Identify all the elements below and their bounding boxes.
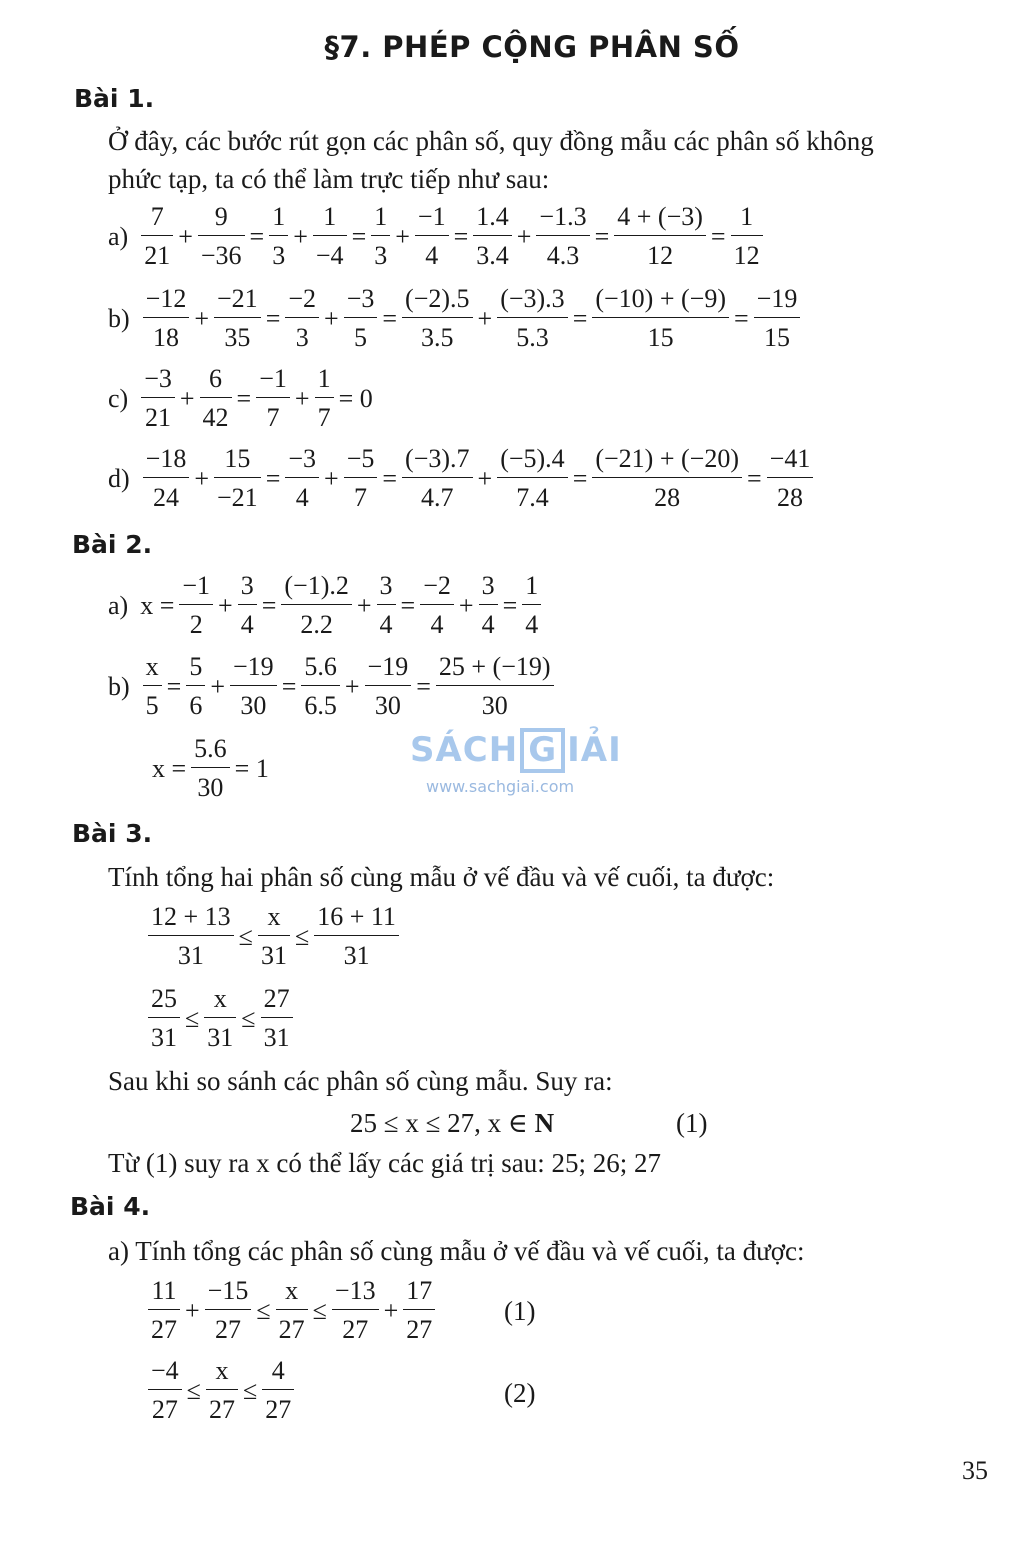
fraction-denominator: 3.4 [476,241,509,270]
fraction-numerator: x [213,984,227,1013]
fraction-denominator: 6 [189,691,203,720]
fraction [536,204,589,269]
fraction [731,204,763,269]
fraction-denominator: 31 [151,1023,177,1052]
fraction-numerator: 17 [406,1276,433,1305]
fraction-denominator: 30 [197,773,224,802]
math-operator: + [179,383,195,413]
fraction-numerator: 7 [150,202,164,231]
bai2-equation-a [108,573,544,638]
equation-label: c) [108,383,129,413]
fraction [592,286,729,351]
fraction-numerator: 12 + 13 [151,902,231,931]
fraction-denominator: 7 [354,483,368,512]
fraction-numerator: 4 + (−3) [617,202,703,231]
math-operator: = [265,303,281,333]
fraction-denominator: 15 [763,323,790,352]
bai1-equation-c [108,366,375,431]
fraction-denominator: 4.7 [421,483,454,512]
fraction [315,366,334,431]
math-operator: = [382,463,398,493]
fraction [191,736,230,801]
bai3-range-mark: (1) [676,1108,708,1138]
math-operator: = [265,463,281,493]
fraction-denominator: 5 [145,691,159,720]
math-operator: + [395,221,410,251]
fraction-numerator: (−2).5 [405,284,470,313]
fraction-denominator: 27 [342,1315,369,1344]
fraction [420,573,454,638]
bai4-equation-2 [145,1358,297,1423]
fraction-denominator: 27 [151,1395,178,1424]
heading-bai-3: Bài 3. [72,819,153,848]
math-operator: ≤ [238,921,253,951]
fraction-denominator: 4 [481,610,495,639]
fraction-numerator: 1.4 [476,202,509,231]
fraction-denominator: 4 [525,610,539,639]
fraction-numerator: −1 [417,202,446,231]
fraction-numerator: −41 [769,444,811,473]
fraction [230,654,277,719]
watermark [410,728,622,796]
fraction-numerator: 1 [374,202,388,231]
fraction [592,446,742,511]
fraction-numerator: 3 [379,571,393,600]
fraction [205,1278,252,1343]
math-operator: + [210,671,226,701]
fraction [497,286,567,351]
fraction-denominator: −36 [200,241,242,270]
fraction-numerator: 4 [271,1356,285,1385]
fraction-numerator: −3 [144,364,172,393]
bai2-equation-x [150,736,271,801]
fraction [148,1358,182,1423]
fraction [262,1358,294,1423]
fraction [344,286,378,351]
equation-label: b) [108,303,130,333]
fraction-numerator: (−21) + (−20) [595,444,739,473]
fraction [614,204,706,269]
bai4-mark-1: (1) [504,1296,536,1326]
fraction-denominator: 21 [145,403,172,432]
math-operator: + [324,463,339,493]
bai4-intro: a) Tính tổng các phân số cùng mẫu ở vế đầu và vế cuối, ta được: [108,1236,805,1266]
fraction-numerator: 11 [151,1276,177,1305]
math-operator: = [166,671,182,701]
math-operator: ≤ [312,1295,327,1325]
fraction [276,1278,308,1343]
fraction-denominator: 27 [215,1315,241,1344]
fraction [258,904,290,969]
bai1-equation-a [108,204,766,269]
fraction-denominator: 4 [430,610,444,639]
bai3-range: 25 ≤ x ≤ 27, x ∈ N [350,1108,555,1138]
fraction-denominator: 12 [733,241,760,270]
fraction [479,573,498,638]
math-operator: = [249,221,265,251]
fraction-numerator: 5.6 [304,652,337,681]
bai3-compare: Sau khi so sánh các phân số cùng mẫu. Suy ra: [108,1066,613,1096]
fraction [301,654,340,719]
fraction-numerator: 1 [740,202,754,231]
fraction [403,1278,435,1343]
fraction-denominator: 31 [207,1023,234,1052]
fraction-denominator: 4.3 [546,241,580,270]
fraction-denominator: 4 [379,610,393,639]
math-operator: ≤ [186,1375,201,1405]
bai1-equation-b [108,286,803,351]
fraction-numerator: −2 [288,284,317,313]
fraction-numerator: 1 [317,364,331,393]
heading-bai-4: Bài 4. [70,1192,151,1221]
fraction-numerator: (−3).7 [405,444,470,473]
fraction [204,986,236,1051]
fraction-denominator: 27 [208,1395,235,1424]
fraction-numerator: −19 [756,284,798,313]
math-operator: x = [152,753,187,783]
fraction-numerator: x [145,652,159,681]
math-operator: = 1 [234,753,269,783]
fraction [214,446,261,511]
fraction-numerator: 1 [272,202,286,231]
math-operator: = [710,221,726,251]
bai4-equation-1 [145,1278,438,1343]
math-operator: = [400,590,416,620]
fraction [377,573,396,638]
fraction-denominator: 24 [153,483,179,512]
page-number: 35 [962,1456,988,1485]
fraction-numerator: (−3).3 [500,284,565,313]
bai2-equation-b [108,654,557,719]
fraction-numerator: 5 [189,652,203,681]
fraction-denominator: 27 [151,1315,177,1344]
fraction-denominator: 4 [295,483,309,512]
fraction [206,1358,238,1423]
fraction [754,286,801,351]
bai3-conclusion: Từ (1) suy ra x có thể lấy các giá trị sau: 25; 26; 27 [108,1148,661,1178]
bai4-mark-2: (2) [504,1378,536,1408]
fraction-numerator: −1 [182,571,211,600]
fraction [314,904,399,969]
math-operator: = [594,221,610,251]
fraction-numerator: 27 [263,984,290,1013]
equation-label: a) [108,221,129,251]
fraction-denominator: 4 [425,241,439,270]
math-operator: = [281,671,297,701]
fraction-numerator: 6 [209,364,223,393]
watermark-logo: SÁCH G IẢI [410,728,622,773]
fraction-numerator: 16 + 11 [317,902,396,931]
math-operator: ≤ [256,1295,271,1325]
fraction [313,204,347,269]
page-title: §7. PHÉP CỘNG PHÂN SỐ [324,30,740,64]
fraction-denominator: 31 [260,941,287,970]
fraction [179,573,213,638]
fraction [371,204,390,269]
math-operator: + [218,590,233,620]
fraction [332,1278,379,1343]
fraction-numerator: (−10) + (−9) [595,284,726,313]
fraction-denominator: 7.4 [516,483,549,512]
math-operator: + [477,303,493,333]
math-operator: = [453,221,469,251]
fraction [141,204,173,269]
math-operator: + [344,671,360,701]
fraction [415,204,449,269]
fraction-numerator: −19 [367,652,409,681]
math-operator: + [383,1295,399,1325]
fraction [143,654,162,719]
fraction-numerator: 3 [481,571,495,600]
fraction [269,204,288,269]
fraction [200,366,232,431]
fraction-denominator: 18 [153,323,179,352]
fraction-numerator: 25 + (−19) [438,652,551,681]
fraction-denominator: 30 [481,691,508,720]
fraction-numerator: −13 [334,1276,376,1305]
math-operator: + [194,463,210,493]
fraction [436,654,554,719]
fraction-denominator: 30 [374,691,401,720]
math-operator: + [356,590,372,620]
math-operator: + [324,303,339,333]
fraction [767,446,814,511]
fraction-denominator: 12 [647,241,674,270]
fraction-denominator: 4 [240,610,254,639]
fraction-denominator: 27 [278,1315,305,1344]
fraction-numerator: −3 [346,284,375,313]
bai3-intro: Tính tổng hai phân số cùng mẫu ở vế đầu và vế cuối, ta được: [108,862,775,892]
fraction-numerator: x [215,1356,229,1385]
fraction-denominator: 35 [224,323,251,352]
fraction-numerator: 1 [525,571,539,600]
fraction-numerator: −1 [259,364,287,393]
math-operator: = [236,383,252,413]
fraction-numerator: −4 [151,1356,179,1385]
fraction-numerator: −21 [217,284,258,313]
bai3-equation-1 [145,904,402,969]
fraction [285,286,319,351]
fraction [402,446,472,511]
bai1-intro-line1: Ở đây, các bước rút gọn các phân số, quy đồng mẫu các phân số không [108,126,874,156]
fraction-denominator: 21 [144,241,171,270]
equation-label: b) [108,671,130,701]
fraction [497,446,567,511]
math-operator: x = [140,590,175,620]
math-operator: + [516,221,532,251]
fraction [522,573,541,638]
math-operator: + [293,221,308,251]
fraction-denominator: 5 [354,323,368,352]
fraction-denominator: 27 [406,1315,433,1344]
math-operator: ≤ [242,1375,258,1405]
fraction-denominator: −4 [315,241,344,270]
fraction [365,654,412,719]
fraction-numerator: 9 [214,202,228,231]
heading-bai-1: Bài 1. [74,84,155,113]
fraction [148,986,180,1051]
fraction-denominator: 15 [647,323,674,352]
fraction-numerator: −19 [233,652,274,681]
fraction-denominator: 28 [654,483,681,512]
math-operator: = [382,303,398,333]
fraction-denominator: 31 [177,941,204,970]
math-operator: = [261,590,277,620]
bai1-equation-d [108,446,816,511]
fraction-numerator: −1.3 [539,202,587,231]
math-operator: = [572,463,588,493]
math-operator: = [572,303,588,333]
fraction-numerator: −5 [346,444,375,473]
fraction [238,573,257,638]
fraction-denominator: 31 [343,941,370,970]
fraction-denominator: 7 [317,403,331,432]
heading-bai-2: Bài 2. [72,530,153,559]
fraction [148,904,234,969]
bai1-intro-line2: phức tạp, ta có thể làm trực tiếp như sau: [108,164,550,194]
fraction-denominator: 27 [265,1395,292,1424]
fraction [402,286,472,351]
fraction-denominator: 7 [266,403,280,432]
fraction-denominator: 2.2 [300,610,333,639]
equation-label: a) [108,590,129,620]
fraction-denominator: 3 [272,241,286,270]
math-operator: = [502,590,518,620]
fraction-numerator: 15 [224,444,251,473]
math-operator: + [178,221,193,251]
fraction-numerator: x [267,902,281,931]
math-operator: ≤ [241,1003,256,1033]
fraction [344,446,378,511]
fraction-denominator: 42 [202,403,229,432]
fraction-numerator: (−1).2 [284,571,349,600]
fraction-denominator: 3.5 [421,323,454,352]
bai3-equation-2 [145,986,296,1051]
fraction-numerator: −3 [288,444,317,473]
fraction-numerator: 1 [323,202,337,231]
fraction-numerator: −2 [423,571,451,600]
fraction-denominator: 2 [189,610,203,639]
fraction-denominator: 3 [374,241,388,270]
math-operator: + [185,1295,200,1325]
fraction [473,204,512,269]
math-operator: = [416,671,431,701]
fraction [281,573,351,638]
fraction [261,986,293,1051]
fraction [143,446,190,511]
math-operator: ≤ [294,921,310,951]
equation-label: d) [108,463,130,493]
math-operator: = [733,303,749,333]
fraction [198,204,245,269]
math-operator: + [477,463,493,493]
watermark-url: www.sachgiai.com [426,777,575,797]
math-operator: = [746,463,762,493]
fraction-denominator: 28 [776,483,803,512]
fraction-denominator: 5.3 [516,323,549,352]
fraction-denominator: 31 [263,1023,290,1052]
fraction-numerator: 25 [151,984,177,1013]
fraction [285,446,319,511]
fraction-numerator: (−5).4 [500,444,565,473]
fraction-numerator: −15 [207,1276,249,1305]
math-operator: = [351,221,367,251]
fraction-denominator: −21 [217,483,258,512]
fraction-numerator: 3 [240,571,254,600]
fraction [256,366,290,431]
fraction-numerator: −12 [145,284,187,313]
fraction [214,286,261,351]
math-operator: + [458,590,474,620]
fraction-denominator: 30 [240,691,267,720]
fraction [141,366,175,431]
math-operator: + [294,383,310,413]
math-operator: ≤ [185,1003,200,1033]
math-operator: = 0 [338,383,373,413]
fraction-denominator: 3 [295,323,309,352]
fraction [143,286,190,351]
fraction [148,1278,180,1343]
fraction-numerator: −18 [145,444,187,473]
fraction-denominator: 6.5 [304,691,337,720]
fraction [186,654,205,719]
fraction-numerator: x [285,1276,299,1305]
fraction-numerator: 5.6 [194,734,227,763]
math-operator: + [194,303,210,333]
